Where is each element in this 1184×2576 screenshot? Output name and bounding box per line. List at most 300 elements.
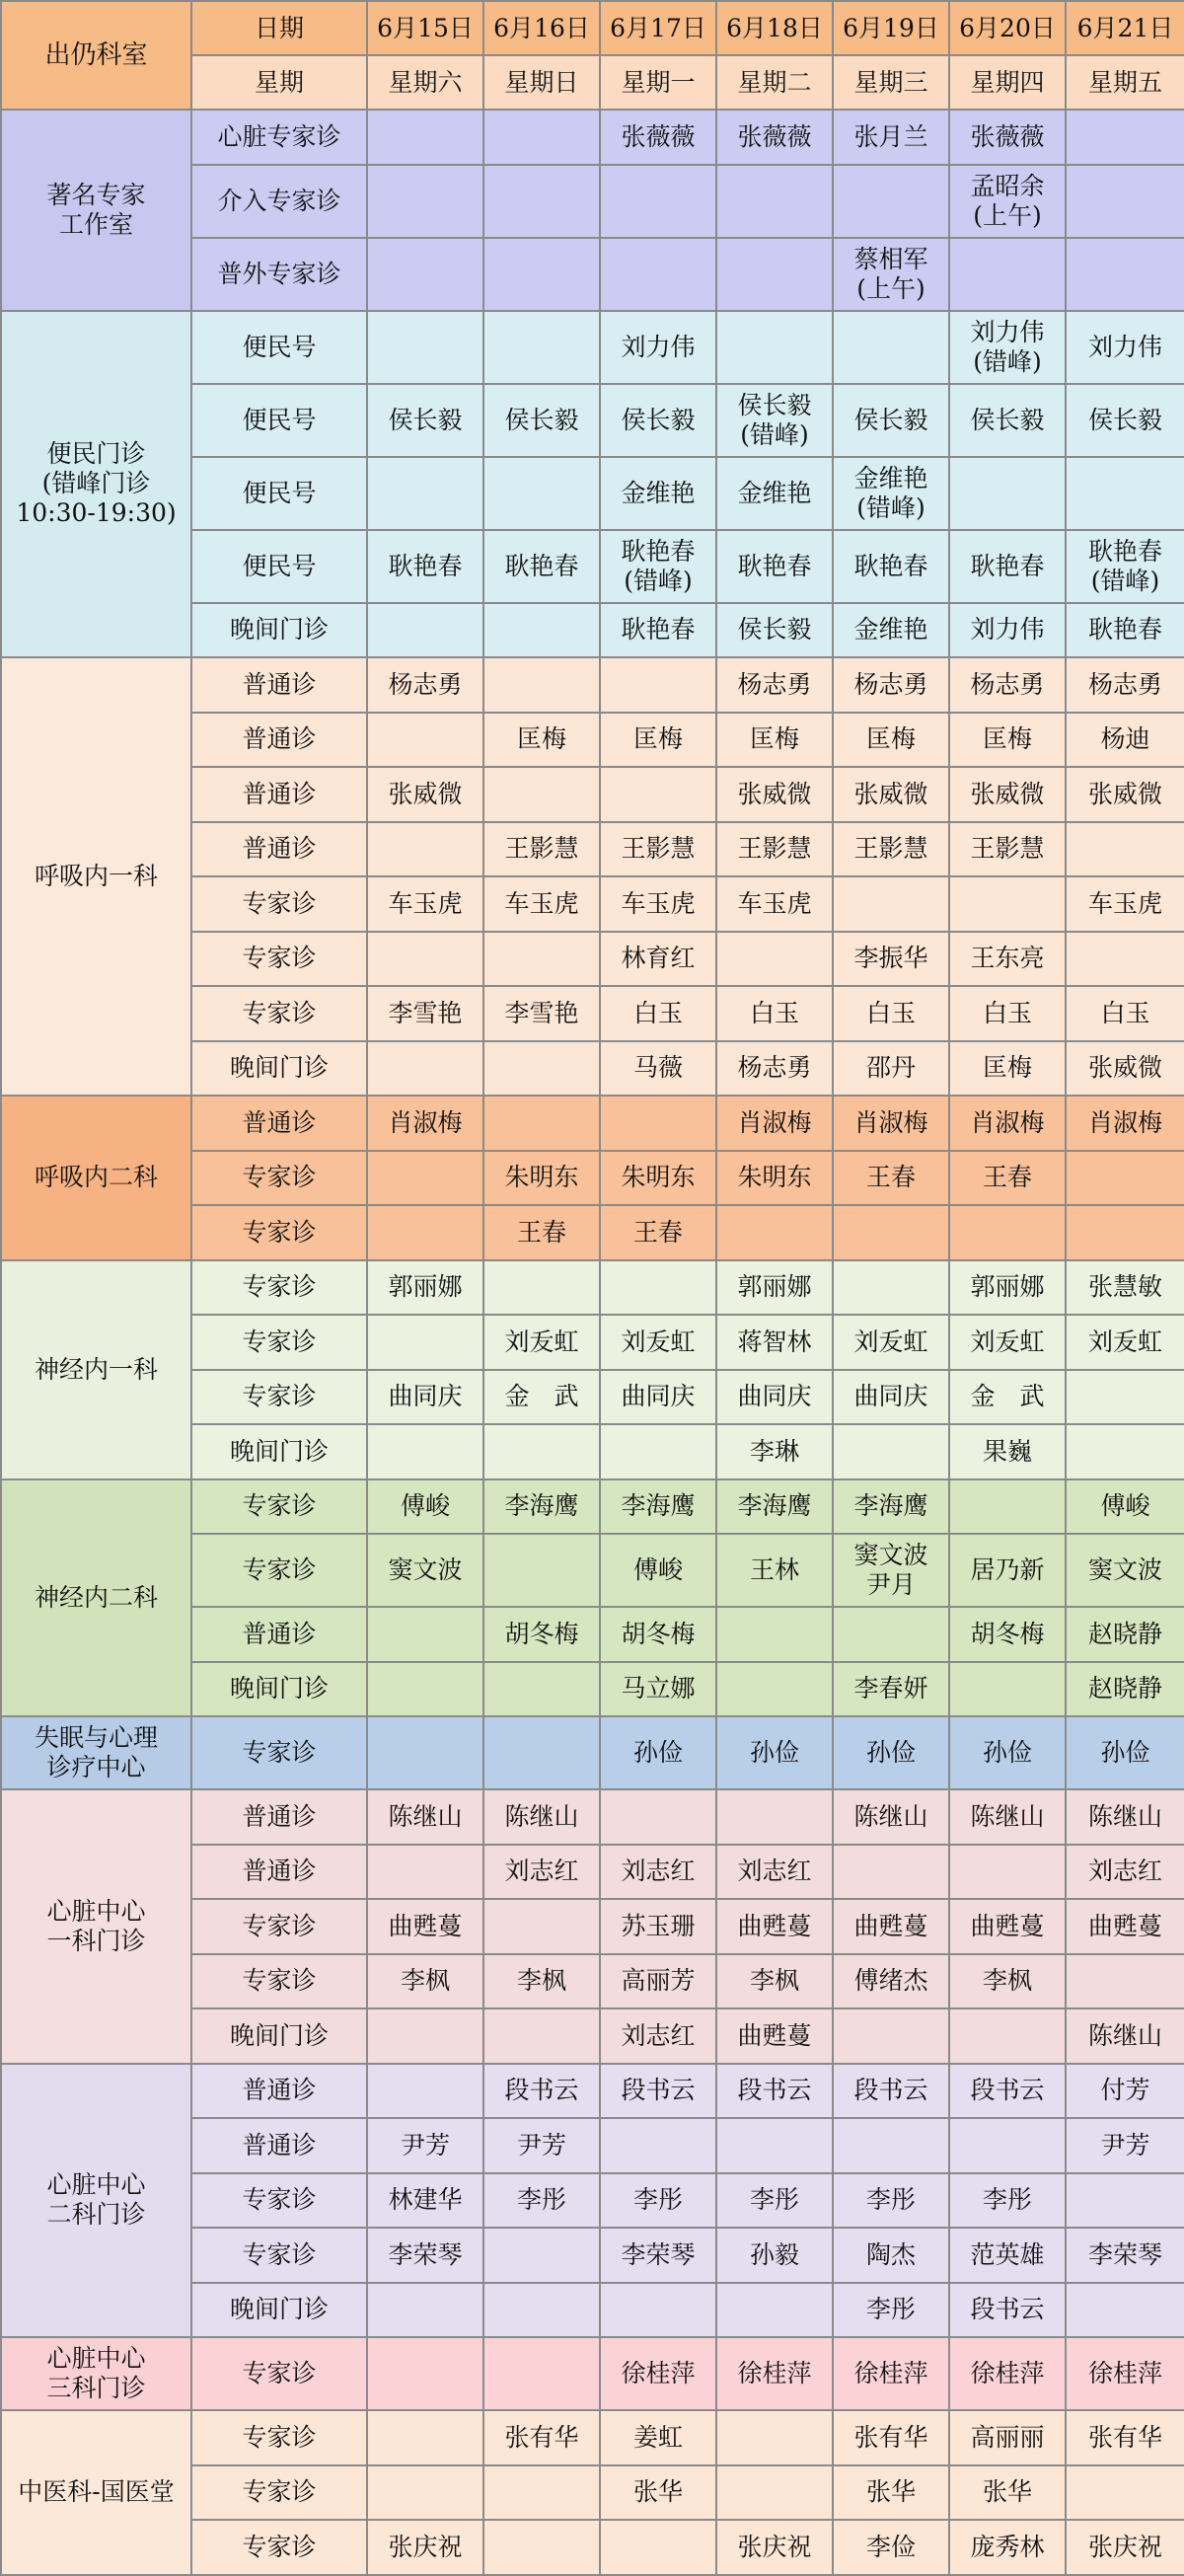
doctor-cell [949, 1662, 1066, 1717]
doctor-cell: 金维艳 [600, 457, 716, 530]
doctor-cell: 王东亮 [949, 932, 1066, 987]
clinic-type: 专家诊 [191, 1534, 367, 1607]
doctor-cell [367, 110, 483, 165]
doctor-cell: 徐桂萍 [1066, 2337, 1184, 2410]
doctor-cell: 林建华 [367, 2173, 483, 2229]
department-name: 便民门诊 (错峰门诊 10:30-19:30) [1, 311, 191, 658]
schedule-row [1, 110, 1184, 165]
doctor-cell: 车玉虎 [716, 876, 833, 932]
doctor-cell: 段书云 [483, 2064, 600, 2119]
doctor-cell: 马薇 [600, 1041, 716, 1097]
doctor-cell: 杨志勇 [949, 657, 1066, 713]
doctor-cell: 肖淑梅 [949, 1096, 1066, 1151]
doctor-cell: 张华 [949, 2465, 1066, 2521]
doctor-cell: 段书云 [949, 2283, 1066, 2338]
doctor-cell: 耿艳春 [367, 530, 483, 603]
doctor-cell: 侯长毅 (错峰) [716, 384, 833, 457]
doctor-cell: 张庆祝 [367, 2520, 483, 2575]
doctor-cell: 陈继山 [949, 1789, 1066, 1845]
doctor-cell: 耿艳春 [1066, 603, 1184, 658]
schedule-row [1, 1479, 1184, 1535]
doctor-cell: 李海鹰 [716, 1479, 833, 1535]
clinic-type: 普通诊 [191, 713, 367, 768]
doctor-cell [367, 1041, 483, 1097]
doctor-cell: 郭丽娜 [367, 1260, 483, 1316]
doctor-cell: 王春 [949, 1151, 1066, 1206]
clinic-type: 晚间门诊 [191, 1041, 367, 1097]
doctor-cell [483, 1096, 600, 1151]
doctor-cell [367, 713, 483, 768]
weekday-label: 星期 [191, 55, 367, 110]
doctor-cell: 白玉 [949, 986, 1066, 1041]
doctor-cell: 车玉虎 [483, 876, 600, 932]
doctor-cell: 苏玉珊 [600, 1899, 716, 1954]
doctor-cell [1066, 2173, 1184, 2229]
doctor-cell: 刘志红 [483, 1845, 600, 1900]
doctor-cell: 林育红 [600, 932, 716, 987]
schedule-row [1, 1096, 1184, 1151]
doctor-cell: 孙俭 [600, 1716, 716, 1789]
doctor-cell: 杨志勇 [1066, 657, 1184, 713]
doctor-cell: 徐桂萍 [833, 2337, 949, 2410]
doctor-cell: 侯长毅 [833, 384, 949, 457]
doctor-cell [483, 932, 600, 987]
schedule-body [1, 1, 1184, 2575]
doctor-cell [716, 1607, 833, 1662]
doctor-cell [483, 1260, 600, 1316]
date-cell: 6月16日 [483, 1, 600, 55]
clinic-type: 专家诊 [191, 2410, 367, 2465]
doctor-cell: 刘志红 [600, 2008, 716, 2064]
doctor-cell: 杨志勇 [833, 657, 949, 713]
doctor-cell [1066, 932, 1184, 987]
doctor-cell: 孙俭 [716, 1716, 833, 1789]
doctor-cell: 窦文波 [1066, 1534, 1184, 1607]
doctor-cell: 李荣琴 [600, 2228, 716, 2283]
doctor-cell: 杨志勇 [716, 657, 833, 713]
doctor-cell [483, 1041, 600, 1097]
doctor-cell: 赵晓静 [1066, 1607, 1184, 1662]
doctor-cell: 范英雄 [949, 2228, 1066, 2283]
doctor-cell [716, 2283, 833, 2338]
doctor-cell: 匡梅 [949, 1041, 1066, 1097]
schedule-row [1, 1260, 1184, 1316]
doctor-cell [367, 1205, 483, 1260]
doctor-cell: 金 武 [949, 1370, 1066, 1425]
clinic-type: 普通诊 [191, 2118, 367, 2173]
department-name: 失眠与心理 诊疗中心 [1, 1716, 191, 1789]
doctor-cell: 李琳 [716, 1424, 833, 1479]
doctor-cell: 李枫 [367, 1954, 483, 2009]
clinic-type: 普通诊 [191, 2064, 367, 2119]
doctor-cell [367, 932, 483, 987]
doctor-cell: 李枫 [716, 1954, 833, 2009]
doctor-cell: 刘叐虹 [833, 1315, 949, 1370]
clinic-type: 专家诊 [191, 876, 367, 932]
doctor-cell: 耿艳春 [483, 530, 600, 603]
doctor-cell: 车玉虎 [367, 876, 483, 932]
doctor-cell: 窦文波 [367, 1534, 483, 1607]
doctor-cell [716, 932, 833, 987]
doctor-cell [833, 165, 949, 238]
doctor-cell: 张有华 [483, 2410, 600, 2465]
schedule-row [1, 2064, 1184, 2119]
doctor-cell: 朱明东 [716, 1151, 833, 1206]
doctor-cell: 陈继山 [367, 1789, 483, 1845]
doctor-cell [483, 767, 600, 822]
doctor-cell [483, 311, 600, 384]
doctor-cell [367, 1662, 483, 1717]
doctor-cell: 刘力伟 [1066, 311, 1184, 384]
doctor-cell: 刘叐虹 [1066, 1315, 1184, 1370]
department-name: 著名专家 工作室 [1, 110, 191, 311]
doctor-cell: 耿艳春 [949, 530, 1066, 603]
doctor-cell [483, 2228, 600, 2283]
doctor-cell [1066, 1370, 1184, 1425]
doctor-cell: 李雪艳 [367, 986, 483, 1041]
doctor-cell: 刘力伟 [949, 603, 1066, 658]
clinic-type: 专家诊 [191, 2228, 367, 2283]
department-name: 呼吸内二科 [1, 1096, 191, 1260]
doctor-cell: 杨志勇 [367, 657, 483, 713]
doctor-cell: 曲甦蔓 [367, 1899, 483, 1954]
doctor-cell: 姜虹 [600, 2410, 716, 2465]
clinic-type: 晚间门诊 [191, 2008, 367, 2064]
doctor-cell [367, 1151, 483, 1206]
doctor-cell: 刘叐虹 [483, 1315, 600, 1370]
doctor-cell: 白玉 [716, 986, 833, 1041]
department-name: 心脏中心 三科门诊 [1, 2337, 191, 2410]
doctor-cell [949, 1845, 1066, 1900]
doctor-cell: 王影慧 [949, 822, 1066, 877]
doctor-cell: 曲甦蔓 [833, 1899, 949, 1954]
doctor-cell: 耿艳春 (错峰) [1066, 530, 1184, 603]
doctor-cell [483, 2337, 600, 2410]
doctor-cell: 曲同庆 [367, 1370, 483, 1425]
doctor-cell [1066, 110, 1184, 165]
doctor-cell [600, 2118, 716, 2173]
weekday-cell: 星期四 [949, 55, 1066, 110]
clinic-type: 晚间门诊 [191, 2283, 367, 2338]
doctor-cell [483, 1424, 600, 1479]
doctor-cell: 王春 [483, 1205, 600, 1260]
doctor-cell: 陈继山 [833, 1789, 949, 1845]
weekday-cell: 星期六 [367, 55, 483, 110]
doctor-cell: 傅峻 [367, 1479, 483, 1535]
weekday-cell: 星期日 [483, 55, 600, 110]
doctor-cell: 金维艳 [833, 603, 949, 658]
schedule-row [1, 2337, 1184, 2410]
doctor-cell: 杨迪 [1066, 713, 1184, 768]
doctor-cell [367, 2064, 483, 2119]
doctor-cell: 段书云 [716, 2064, 833, 2119]
doctor-cell: 李彤 [600, 2173, 716, 2229]
doctor-cell: 段书云 [600, 2064, 716, 2119]
doctor-cell: 尹芳 [367, 2118, 483, 2173]
schedule-row [1, 2410, 1184, 2465]
doctor-cell [600, 1260, 716, 1316]
doctor-cell: 张庆祝 [1066, 2520, 1184, 2575]
doctor-cell: 王影慧 [483, 822, 600, 877]
department-name: 神经内二科 [1, 1479, 191, 1717]
doctor-cell: 朱明东 [483, 1151, 600, 1206]
clinic-type: 晚间门诊 [191, 1662, 367, 1717]
clinic-type: 专家诊 [191, 1370, 367, 1425]
date-cell: 6月15日 [367, 1, 483, 55]
doctor-cell [949, 457, 1066, 530]
doctor-cell: 李春妍 [833, 1662, 949, 1717]
department-header: 出仍科室 [1, 1, 191, 110]
doctor-cell: 张薇薇 [949, 110, 1066, 165]
doctor-cell: 付芳 [1066, 2064, 1184, 2119]
doctor-cell: 蔡相军 (上午) [833, 238, 949, 311]
doctor-cell [833, 1260, 949, 1316]
doctor-cell: 杨志勇 [716, 1041, 833, 1097]
doctor-cell: 郭丽娜 [716, 1260, 833, 1316]
doctor-cell: 张威微 [1066, 767, 1184, 822]
doctor-cell: 金维艳 [716, 457, 833, 530]
doctor-cell: 陈继山 [483, 1789, 600, 1845]
doctor-cell [600, 238, 716, 311]
clinic-type: 专家诊 [191, 1205, 367, 1260]
clinic-type: 便民号 [191, 384, 367, 457]
doctor-cell [367, 2465, 483, 2521]
doctor-cell: 庞秀林 [949, 2520, 1066, 2575]
clinic-type: 专家诊 [191, 1899, 367, 1954]
doctor-cell [367, 2337, 483, 2410]
doctor-cell [483, 1534, 600, 1607]
clinic-type: 普通诊 [191, 1096, 367, 1151]
doctor-cell [367, 1315, 483, 1370]
doctor-cell: 马立娜 [600, 1662, 716, 1717]
doctor-cell [483, 2283, 600, 2338]
doctor-cell: 侯长毅 [1066, 384, 1184, 457]
doctor-cell [1066, 2465, 1184, 2521]
doctor-cell [367, 2410, 483, 2465]
doctor-cell: 李枫 [949, 1954, 1066, 2009]
doctor-cell [949, 238, 1066, 311]
doctor-cell [367, 311, 483, 384]
doctor-cell [833, 1845, 949, 1900]
doctor-cell: 胡冬梅 [600, 1607, 716, 1662]
doctor-cell: 张威微 [949, 767, 1066, 822]
doctor-cell: 蒋智林 [716, 1315, 833, 1370]
doctor-cell [367, 603, 483, 658]
doctor-cell: 刘志红 [600, 1845, 716, 1900]
doctor-cell [949, 1479, 1066, 1535]
doctor-cell: 李海鹰 [483, 1479, 600, 1535]
clinic-type: 普通诊 [191, 1607, 367, 1662]
doctor-cell [367, 238, 483, 311]
doctor-cell: 匡梅 [949, 713, 1066, 768]
doctor-cell: 曲同庆 [600, 1370, 716, 1425]
clinic-type: 专家诊 [191, 1151, 367, 1206]
doctor-cell [949, 2118, 1066, 2173]
doctor-cell: 郭丽娜 [949, 1260, 1066, 1316]
doctor-cell: 刘志红 [1066, 1845, 1184, 1900]
doctor-cell [716, 238, 833, 311]
doctor-cell: 陈继山 [1066, 1789, 1184, 1845]
doctor-cell: 张有华 [833, 2410, 949, 2465]
clinic-type: 专家诊 [191, 1479, 367, 1535]
date-cell: 6月20日 [949, 1, 1066, 55]
doctor-cell [1066, 1424, 1184, 1479]
doctor-cell [833, 1424, 949, 1479]
date-cell: 6月19日 [833, 1, 949, 55]
doctor-cell [600, 657, 716, 713]
clinic-type: 专家诊 [191, 2173, 367, 2229]
clinic-type: 专家诊 [191, 2337, 367, 2410]
doctor-cell [600, 165, 716, 238]
doctor-cell [600, 1096, 716, 1151]
doctor-cell: 李荣琴 [367, 2228, 483, 2283]
doctor-cell [833, 1607, 949, 1662]
doctor-cell: 李雪艳 [483, 986, 600, 1041]
doctor-cell [600, 2283, 716, 2338]
doctor-cell: 王影慧 [833, 822, 949, 877]
doctor-cell: 耿艳春 [600, 603, 716, 658]
doctor-cell: 匡梅 [483, 713, 600, 768]
doctor-cell [367, 1424, 483, 1479]
doctor-cell [1066, 822, 1184, 877]
doctor-cell: 邵丹 [833, 1041, 949, 1097]
doctor-cell: 王春 [833, 1151, 949, 1206]
doctor-cell: 张月兰 [833, 110, 949, 165]
doctor-cell: 匡梅 [833, 713, 949, 768]
date-cell: 6月17日 [600, 1, 716, 55]
weekday-cell: 星期一 [600, 55, 716, 110]
doctor-cell: 王影慧 [716, 822, 833, 877]
doctor-cell [483, 110, 600, 165]
doctor-cell: 侯长毅 [367, 384, 483, 457]
doctor-cell: 孙俭 [1066, 1716, 1184, 1789]
department-name: 中医科-国医堂 [1, 2410, 191, 2575]
doctor-cell [483, 165, 600, 238]
date-cell: 6月21日 [1066, 1, 1184, 55]
doctor-cell: 侯长毅 [716, 603, 833, 658]
doctor-cell: 居乃新 [949, 1534, 1066, 1607]
clinic-type: 专家诊 [191, 1315, 367, 1370]
doctor-cell: 陈继山 [1066, 2008, 1184, 2064]
doctor-cell: 白玉 [833, 986, 949, 1041]
doctor-cell: 徐桂萍 [600, 2337, 716, 2410]
doctor-cell: 段书云 [949, 2064, 1066, 2119]
department-name: 神经内一科 [1, 1260, 191, 1479]
doctor-cell [1066, 457, 1184, 530]
doctor-cell: 车玉虎 [1066, 876, 1184, 932]
doctor-cell: 肖淑梅 [1066, 1096, 1184, 1151]
doctor-cell: 耿艳春 (错峰) [600, 530, 716, 603]
schedule-row [1, 1716, 1184, 1789]
doctor-cell: 孙俭 [833, 1716, 949, 1789]
doctor-cell [949, 1205, 1066, 1260]
doctor-cell [949, 876, 1066, 932]
doctor-cell: 张威微 [833, 767, 949, 822]
doctor-cell: 张威微 [367, 767, 483, 822]
doctor-cell [716, 311, 833, 384]
doctor-cell [600, 1424, 716, 1479]
doctor-cell: 白玉 [600, 986, 716, 1041]
doctor-cell: 尹芳 [483, 2118, 600, 2173]
doctor-cell [716, 2410, 833, 2465]
doctor-cell [1066, 1954, 1184, 2009]
doctor-cell: 段书云 [833, 2064, 949, 2119]
date-cell: 6月18日 [716, 1, 833, 55]
clinic-type: 专家诊 [191, 2465, 367, 2521]
department-name: 心脏中心 一科门诊 [1, 1789, 191, 2064]
clinic-type: 普通诊 [191, 1845, 367, 1900]
date-label: 日期 [191, 1, 367, 55]
doctor-cell [483, 457, 600, 530]
doctor-cell: 李海鹰 [833, 1479, 949, 1535]
doctor-cell [367, 457, 483, 530]
doctor-cell: 李枫 [483, 1954, 600, 2009]
doctor-cell: 张薇薇 [716, 110, 833, 165]
doctor-cell [833, 2008, 949, 2064]
doctor-cell: 孟昭余 (上午) [949, 165, 1066, 238]
doctor-cell: 李彤 [833, 2173, 949, 2229]
doctor-cell: 李彤 [483, 2173, 600, 2229]
doctor-cell: 傅绪杰 [833, 1954, 949, 2009]
doctor-cell: 李彤 [949, 2173, 1066, 2229]
doctor-cell [1066, 2283, 1184, 2338]
doctor-cell: 肖淑梅 [716, 1096, 833, 1151]
clinic-type: 专家诊 [191, 2520, 367, 2575]
doctor-cell [716, 1205, 833, 1260]
doctor-cell [367, 2283, 483, 2338]
doctor-cell [483, 1662, 600, 1717]
schedule-row [1, 657, 1184, 713]
doctor-cell [367, 1845, 483, 1900]
weekday-cell: 星期五 [1066, 55, 1184, 110]
doctor-cell: 徐桂萍 [716, 2337, 833, 2410]
weekday-cell: 星期二 [716, 55, 833, 110]
schedule-row [1, 1789, 1184, 1845]
doctor-cell [600, 1789, 716, 1845]
doctor-cell [483, 2465, 600, 2521]
doctor-cell: 李彤 [716, 2173, 833, 2229]
doctor-cell [367, 1607, 483, 1662]
doctor-cell: 侯长毅 [600, 384, 716, 457]
doctor-cell: 曲甦蔓 [716, 1899, 833, 1954]
doctor-cell: 刘力伟 [600, 311, 716, 384]
doctor-cell: 侯长毅 [483, 384, 600, 457]
doctor-cell [483, 1899, 600, 1954]
clinic-type: 便民号 [191, 530, 367, 603]
doctor-cell [833, 1205, 949, 1260]
doctor-cell: 孙俭 [949, 1716, 1066, 1789]
clinic-type: 便民号 [191, 311, 367, 384]
doctor-cell: 肖淑梅 [833, 1096, 949, 1151]
clinic-type: 专家诊 [191, 932, 367, 987]
doctor-cell: 果巍 [949, 1424, 1066, 1479]
doctor-cell: 张有华 [1066, 2410, 1184, 2465]
doctor-cell: 白玉 [1066, 986, 1184, 1041]
doctor-cell [1066, 165, 1184, 238]
doctor-cell [716, 2118, 833, 2173]
doctor-cell: 尹芳 [1066, 2118, 1184, 2173]
doctor-cell: 胡冬梅 [483, 1607, 600, 1662]
doctor-cell: 王林 [716, 1534, 833, 1607]
doctor-cell: 李振华 [833, 932, 949, 987]
doctor-cell [483, 238, 600, 311]
doctor-cell: 孙毅 [716, 2228, 833, 2283]
doctor-cell: 侯长毅 [949, 384, 1066, 457]
doctor-cell [600, 767, 716, 822]
doctor-cell: 耿艳春 [716, 530, 833, 603]
doctor-cell: 肖淑梅 [367, 1096, 483, 1151]
department-name: 呼吸内一科 [1, 657, 191, 1096]
